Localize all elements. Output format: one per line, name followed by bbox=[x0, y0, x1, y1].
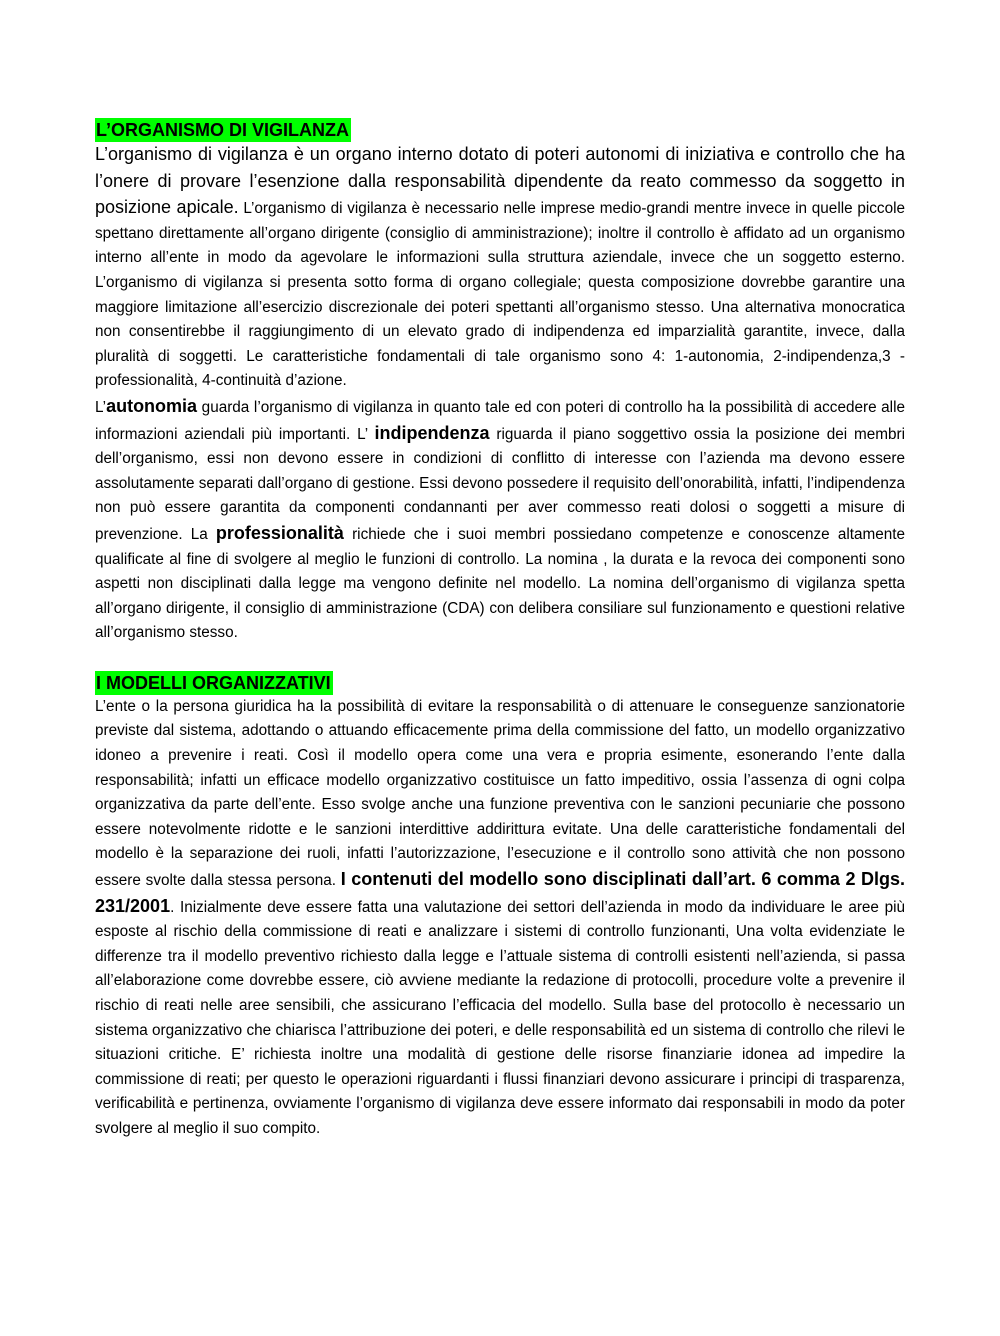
section-heading: L’ORGANISMO DI VIGILANZA bbox=[96, 120, 350, 140]
body-text: L’organismo di vigilanza è necessario nelle imprese medio-grandi mentre invece in quelle piccole spettano direttamente all’organo dirigente (consiglio di amministrazione); inoltre il controllo è affidato ad un organismo interno all’ente in modo da agevolare le informazioni sulla struttura aziendale, invece che un soggetto esterno. L’organismo di vigilanza si presenta sotto forma di organo collegiale; questa composizione dovrebbe garantire una maggiore limitazione all’esercizio discrezionale dei poteri spettanti all’organismo stesso. Una alternativa monocratica non consentirebbe il raggiungimento di un elevato grado di indipendenza ed imparzialità garantite, invece, dalla pluralità di soggetti. Le caratteristiche fondamentali di tale organismo sono 4: 1-autonomia, 2-indipendenza,3 - professionalità, 4-continuità d’azione. bbox=[95, 200, 905, 390]
body-text: L’ente o la persona giuridica ha la possibilità di evitare la responsabilità o di attenuare le conseguenze sanzionatorie previste dal sistema, adottando o attuando efficacemente prima della commissione del fatto, un modello organizzativo idoneo a prevenire i reati. Così il modello opera come una vera e propria esimente, esonerando l’ente dalla responsabilità; infatti un efficace modello organizzativo costituisce un fatto impeditivo, ossia l’assenza di ogni colpa organizzativa da parte dell’ente. Esso svolge anche una funzione preventiva con le sanzioni pecuniarie che possono essere notevolmente ridotte e le sanzioni interdittive addirittura evitate. Una delle caratteristiche fondamentali del modello è la separazione dei ruoli, infatti l’autorizzazione, l’esecuzione e il controllo sono attività che non possono essere svolte dalla stessa persona. bbox=[95, 697, 905, 890]
body-text: richiede che i suoi membri possiedano competenze e conoscenze altamente qualificate al fine di svolgere al meglio le funzioni di controllo. La nomina , la durata e la revoca dei componenti sono aspetti non disciplinati dalla legge ma vengono definite nel modello. La nomina dell’organismo di vigilanza spetta all’organo dirigente, il consiglio di amministrazione (CDA) con delibera consiliare sul funzionamento e questioni relative all’organismo stesso. bbox=[95, 525, 905, 642]
paragraph bbox=[95, 142, 905, 394]
section-spacer bbox=[95, 646, 905, 671]
body-text: riguarda il piano soggettivo ossia la posizione dei membri dell’organismo, essi non devono essere in condizioni di conflitto di interesse con l’azienda ma devono essere assolutamente separati dall’organo di gestione. Essi devono possedere il requisito dell’onorabilità, infatti, l’indipendenza non può essere garantita da componenti condannanti per aver commesso reati dolosi o soggetti a misure di prevenzione. La bbox=[95, 425, 905, 543]
term-professionalita: professionalità bbox=[215, 522, 344, 543]
paragraph bbox=[95, 695, 905, 1142]
section-heading: I MODELLI ORGANIZZATIVI bbox=[96, 672, 331, 693]
term-indipendenza: indipendenza bbox=[374, 422, 490, 443]
section-modelli-organizzativi bbox=[95, 671, 905, 1142]
intro-text: L’organismo di vigilanza è un organo interno dotato di poteri autonomi di iniziativa e controllo che ha l’onere di provare l’esenzione dalla responsabilità dipendente da reato commesso da soggetto in posizione apicale. bbox=[95, 144, 905, 218]
document-page bbox=[95, 118, 905, 1142]
body-text: . Inizialmente deve essere fatta una valutazione dei settori dell’azienda in modo da individuare le aree più esposte al rischio della commissione di reati e analizzare i sistemi di controllo funzionanti, Una volta evidenziate le differenze tra il modello preventivo richiesto dalla legge e l’attuale sistema di controlli esistenti nell’azienda, si passa all’elaborazione come dovrebbe essere, ciò avviene mediante la redazione di protocolli, procedure volte a prevenire il rischio di reati nelle aree sensibili, che assicurano l’efficacia del modello. Sulla base del protocollo è necessario un sistema organizzativo che chiarisca l’attribuzione dei poteri, e delle responsabilità ed un sistema di controllo che rilevi le situazioni critiche. E’ richiesta inoltre una modalità di gestione delle risorse finanziarie idonea ad impedire la commissione di reati; per questo le operazioni riguardanti i flussi finanziari devono assicurare i principi di trasparenza, verificabilità e pertinenza, ovviamente l’organismo di vigilanza deve essere informato dai responsabili in modo da poter svolgere al meglio il suo compito. bbox=[95, 898, 905, 1137]
section-organismo-di-vigilanza bbox=[95, 118, 905, 646]
term-autonomia: autonomia bbox=[106, 395, 198, 416]
highlighted-statement: I contenuti del modello sono disciplinati dall’art. 6 comma 2 Dlgs. 231/2001 bbox=[95, 869, 905, 916]
body-text: L’ bbox=[95, 398, 107, 416]
paragraph bbox=[95, 394, 905, 646]
body-text: guarda l’organismo di vigilanza in quanto tale ed con poteri di controllo ha la possibilità di accedere alle informazioni aziendali più importanti. L’ bbox=[95, 398, 905, 443]
